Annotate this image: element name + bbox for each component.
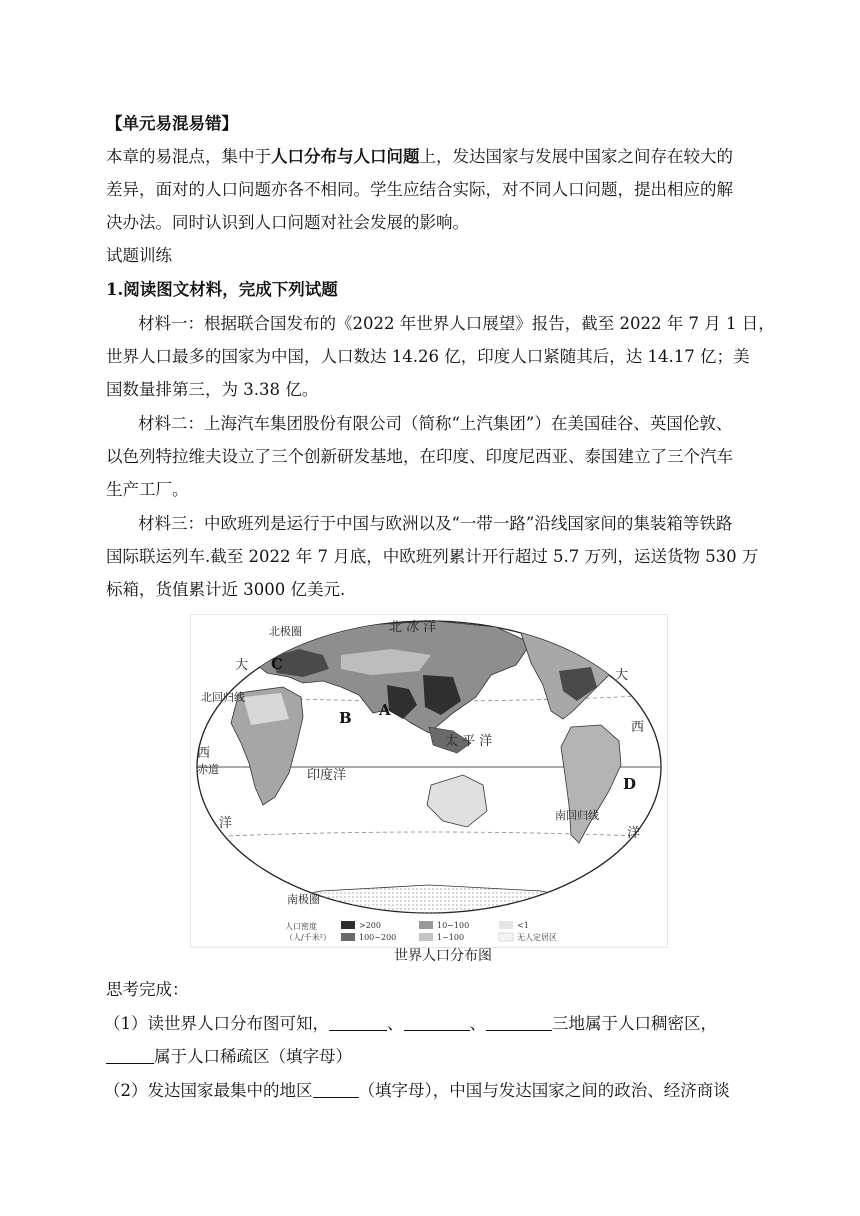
material-2-line-1: 材料二：上海汽车集团股份有限公司（简称“上汽集团”）在美国硅谷、英国伦敦、	[138, 414, 733, 433]
atlantic-east-label-2: 西	[631, 720, 645, 735]
arctic-ocean-label: 北 冰 洋	[389, 620, 437, 635]
indian-ocean-label: 印度洋	[307, 768, 347, 783]
intro-line-2: 差异，面对的人口问题亦各不相同。学生应结合实际，对不同人口问题，提出相应的解	[106, 180, 733, 199]
material-3-line-3: 标箱，货值累计近 3000 亿美元.	[106, 580, 346, 599]
point-c-label: C	[271, 655, 283, 673]
legend-label-5: 1~100	[437, 933, 465, 942]
material-2-line-2: 以色列特拉维夫设立了三个创新研发基地，在印度、印度尼西亚、泰国建立了三个汽车	[106, 447, 733, 466]
legend-label-4: 100~200	[359, 933, 397, 942]
question-2-line-1: （2）发达国家最集中的地区 （填字母），中国与发达国家之间的政治、经济商谈	[104, 1081, 730, 1100]
legend-swatch-2	[419, 921, 433, 929]
legend-swatch-6	[499, 933, 513, 941]
material-1-line-3: 国数量排第三，为 3.38 亿。	[106, 380, 319, 399]
antarctic-circle-label: 南极圈	[287, 893, 320, 906]
point-d-label: D	[623, 775, 637, 793]
atlantic-east-label-1: 大	[615, 668, 629, 683]
legend-label-6: 无人定居区	[517, 933, 557, 942]
question-1-line-2: 属于人口稀疏区（填字母）	[106, 1046, 352, 1068]
answer-blank-3[interactable]	[486, 1014, 552, 1031]
intro-line-1: 本章的易混点，集中于人口分布与人口问题上，发达国家与发展中国家之间存在较大的	[106, 147, 733, 166]
intro-emphasis: 人口分布与人口问题	[271, 147, 420, 166]
tropic-cancer-label: 北回归线	[201, 691, 245, 704]
think-label: 思考完成：	[106, 980, 189, 999]
question-title: 1.阅读图文材料，完成下列试题	[106, 280, 338, 299]
section-heading: 【单元易混易错】	[106, 114, 238, 133]
section-label: 试题训练	[106, 246, 172, 265]
legend-label-3: <1	[517, 921, 529, 930]
answer-blank-1[interactable]	[329, 1014, 387, 1031]
map-caption: 世界人口分布图	[394, 948, 492, 964]
atlantic-west-label-3: 洋	[219, 816, 233, 831]
answer-blank-5[interactable]	[313, 1081, 359, 1098]
material-1-line-2: 世界人口最多的国家为中国，人口数达 14.26 亿，印度人口紧随其后，达 14.17 亿；美	[106, 347, 750, 366]
question-1-line-1: （1）读世界人口分布图可知， 、 、 三地属于人口稠密区，	[104, 1014, 717, 1033]
legend-swatch-3	[499, 921, 513, 929]
answer-blank-2[interactable]	[404, 1014, 470, 1031]
point-b-label: B	[339, 709, 352, 727]
map-svg	[191, 615, 667, 947]
arctic-circle-label: 北极圈	[269, 625, 302, 638]
intro-line-3: 决办法。同时认识到人口问题对社会发展的影响。	[106, 213, 469, 232]
answer-blank-4[interactable]	[106, 1047, 154, 1064]
legend-title-2: （人/千米²）	[285, 933, 331, 942]
tropic-capricorn-label: 南回归线	[555, 809, 599, 822]
material-1-line-1: 材料一：根据联合国发布的《2022 年世界人口展望》报告，截至 2022 年 7 月 1 日，	[138, 314, 775, 333]
material-2-line-3: 生产工厂。	[106, 480, 189, 499]
atlantic-west-label-2: 西	[197, 746, 211, 761]
legend-swatch-1	[341, 921, 355, 929]
material-3-line-1: 材料三：中欧班列是运行于中国与欧洲以及“一带一路”沿线国家间的集装箱等铁路	[138, 514, 733, 533]
material-3-line-2: 国际联运列车.截至 2022 年 7 月底，中欧班列累计开行超过 5.7 万列，运送货物 530 万	[106, 547, 759, 566]
legend-swatch-5	[419, 933, 433, 941]
legend-swatch-4	[341, 933, 355, 941]
world-population-map	[190, 614, 668, 948]
atlantic-east-label-3: 洋	[627, 826, 641, 841]
atlantic-west-label-1: 大	[235, 658, 249, 673]
legend-label-1: >200	[359, 921, 381, 930]
point-a-label: A	[379, 701, 391, 719]
legend-label-2: 10~100	[437, 921, 470, 930]
pacific-ocean-label: 太 平 洋	[445, 734, 493, 749]
equator-label: 赤道	[197, 763, 219, 776]
legend-title-1: 人口密度	[285, 922, 317, 931]
map-legend	[285, 921, 557, 942]
